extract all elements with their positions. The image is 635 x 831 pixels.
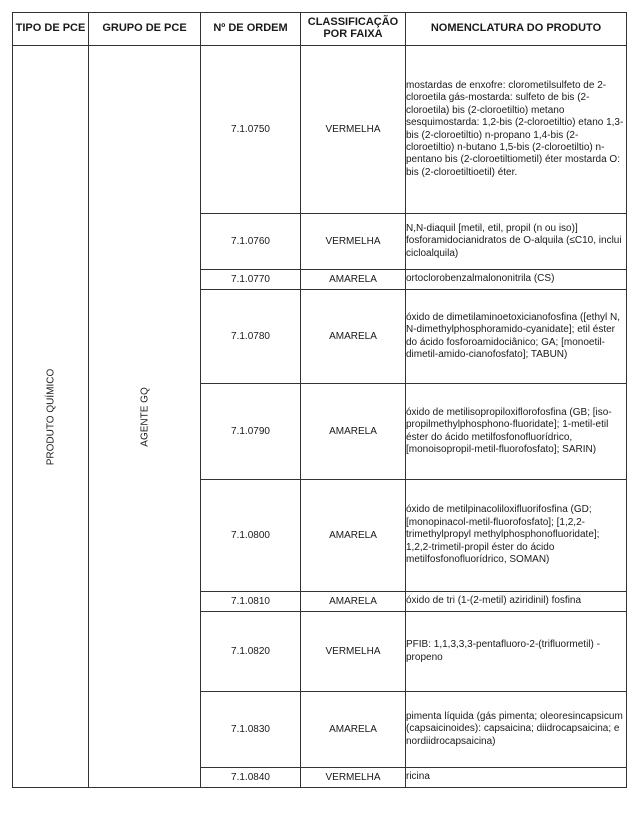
header-row (13, 13, 627, 46)
ordem-cell: 7.1.0800 (201, 480, 301, 592)
classificacao-cell: AMARELA (301, 480, 406, 592)
classificacao-cell: VERMELHA (301, 768, 406, 788)
ordem-cell: 7.1.0750 (201, 46, 301, 214)
ordem-cell: 7.1.0840 (201, 768, 301, 788)
nomenclatura-cell: óxido de metilpinacoliloxifluorifosfina (GD; [monopinacol-metil-fluorofosfato]; [1,2,2-trimethylpropyl methylphosphonofluoridate]; 1,2,2-trimetil-propil éster do ácido metilfosfonofluorídrico, SOMAN) (406, 480, 627, 592)
ordem-cell: 7.1.0820 (201, 612, 301, 692)
classificacao-cell: AMARELA (301, 270, 406, 290)
tipo-cell (13, 46, 89, 788)
nomenclatura-cell: ricina (406, 768, 627, 788)
classificacao-cell: VERMELHA (301, 46, 406, 214)
grupo-value: AGENTE GQ (139, 386, 150, 447)
tipo-value: PRODUTO QUÍMICO (45, 368, 56, 465)
nomenclatura-cell: PFIB: 1,1,3,3,3-pentafluoro-2-(trifluormetil) -propeno (406, 612, 627, 692)
classificacao-cell: AMARELA (301, 290, 406, 384)
classificacao-cell: AMARELA (301, 384, 406, 480)
ordem-cell: 7.1.0790 (201, 384, 301, 480)
classificacao-cell: VERMELHA (301, 214, 406, 270)
nomenclatura-cell: óxido de metilisopropiloxiflorofosfina (GB; [iso-propilmethylphosphono-fluoridate]; 1-metil-etil éster do ácido metilfosfonofluorídrico, [monoisopropil-metil-fluorofosfato]; SARIN) (406, 384, 627, 480)
table-row (13, 46, 627, 214)
ordem-cell: 7.1.0770 (201, 270, 301, 290)
classificacao-cell: VERMELHA (301, 612, 406, 692)
ordem-cell: 7.1.0760 (201, 214, 301, 270)
header-nomenclatura: NOMENCLATURA DO PRODUTO (406, 13, 627, 46)
nomenclatura-cell: N,N-diaquil [metil, etil, propil (n ou iso)] fosforamidocianidratos de O-alquila (≤C10, inclui cicloalquila) (406, 214, 627, 270)
nomenclatura-cell: pimenta líquida (gás pimenta; oleoresincapsicum (capsaicinoides): capsaicina; diidrocapsaicina; e nordiidrocapsaicina) (406, 692, 627, 768)
classificacao-cell: AMARELA (301, 692, 406, 768)
header-tipo: TIPO DE PCE (13, 13, 89, 46)
header-grupo: GRUPO DE PCE (89, 13, 201, 46)
nomenclatura-cell: óxido de tri (1-(2-metil) aziridinil) fosfina (406, 592, 627, 612)
header-classificacao: CLASSIFICAÇÃO POR FAIXA (301, 13, 406, 46)
classificacao-cell: AMARELA (301, 592, 406, 612)
ordem-cell: 7.1.0780 (201, 290, 301, 384)
grupo-cell (89, 46, 201, 788)
header-ordem: Nº DE ORDEM (201, 13, 301, 46)
ordem-cell: 7.1.0810 (201, 592, 301, 612)
nomenclatura-cell: ortoclorobenzalmalononitrila (CS) (406, 270, 627, 290)
nomenclatura-cell: óxido de dimetilaminoetoxicianofosfina ([ethyl N, N-dimethylphosphoramido-cyanidate]; etil éster do ácido fosforoamidociânico; GA; [monoetil-dimetil-amido-cianofosfato]; TABUN) (406, 290, 627, 384)
pce-table (12, 12, 627, 788)
nomenclatura-cell: mostardas de enxofre: clorometilsulfeto de 2-cloroetila gás-mostarda: sulfeto de bis (2-cloroetila) bis (2-cloroetiltio) metano sesquimostarda: 1,2-bis (2-cloroetiltio) etano 1,3-bis (2-cloroetiltio) n-propano 1,4-bis (2-cloroetiltio) n-butano 1,5-bis (2-cloroetiltio) n-pentano bis (2-cloroetiltiometil) éter mostarda O: bis (2-cloroetiltioetil) éter. (406, 46, 627, 214)
ordem-cell: 7.1.0830 (201, 692, 301, 768)
